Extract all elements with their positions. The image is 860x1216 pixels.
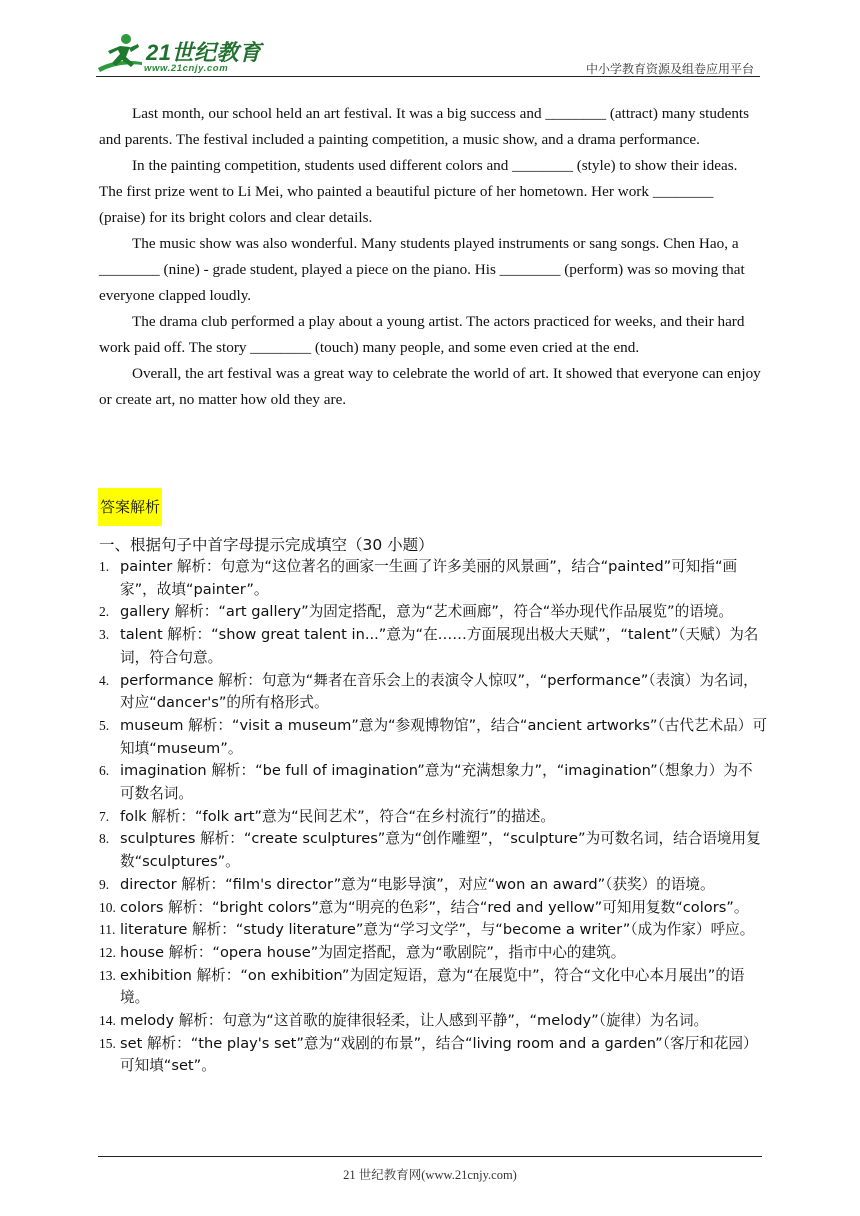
item-text: performance 解析：句意为“舞者在音乐会上的表演令人惊叹”，“performance”（表演）为名词，对应“dancer's”的所有格形式。 xyxy=(120,671,758,712)
item-number: 3. xyxy=(99,627,110,643)
page-header xyxy=(96,30,760,78)
answer-item xyxy=(99,942,767,965)
passage-paragraph: The drama club performed a play about a young artist. The actors practiced for weeks, and their hard work paid off. The story ________ (touch) many people, and some even cried at the end. xyxy=(99,313,745,356)
site-logo xyxy=(96,32,276,76)
item-number: 5. xyxy=(99,717,110,733)
item-number: 10. xyxy=(99,899,116,915)
answer-item xyxy=(99,828,767,873)
platform-name: 中小学教育资源及组卷应用平台 xyxy=(585,62,754,76)
item-number: 9. xyxy=(99,876,110,892)
runner-logo-icon xyxy=(96,32,148,76)
answer-item xyxy=(99,556,767,601)
passage-paragraph: The music show was also wonderful. Many students played instruments or sang songs. Chen Hao, a ________ (nine) - grade student, played a piece on the piano. His ________ (perform) was so moving that everyone clapped loudly. xyxy=(99,235,745,304)
answer-item xyxy=(99,965,767,1010)
answer-item xyxy=(99,624,767,669)
logo-title: 21世纪教育 xyxy=(146,40,262,65)
item-text: painter 解析：句意为“这位著名的画家一生画了许多美丽的风景画”，结合“painted”可知指“画家”，故填“painter”。 xyxy=(120,558,738,598)
item-number: 7. xyxy=(99,808,110,824)
answer-item xyxy=(99,919,767,942)
header-divider xyxy=(96,76,760,77)
item-number: 1. xyxy=(99,559,110,574)
item-text: museum 解析：“visit a museum”意为“参观博物馆”，结合“ancient artworks”（古代艺术品）可知填“museum”。 xyxy=(120,716,767,757)
item-text: sculptures 解析：“create sculptures”意为“创作雕塑”，“sculpture”为可数名词，结合语境用复数“sculptures”。 xyxy=(120,830,761,871)
footer-url: 21 世纪教育网(www.21cnjy.com) xyxy=(343,1168,517,1182)
item-text: melody 解析：句意为“这首歌的旋律很轻柔，让人感到平静”，“melody”（旋律）为名词。 xyxy=(120,1012,709,1030)
item-text: exhibition 解析：“on exhibition”为固定短语，意为“在展览中”，符合“文化中心本月展出”的语境。 xyxy=(120,966,745,1007)
passage-paragraph: Last month, our school held an art festival. It was a big success and ________ (attract) many students and parents. The festival included a painting competition, a music show, and a drama performance. xyxy=(99,105,750,148)
item-number: 6. xyxy=(99,763,110,779)
answer-item xyxy=(99,715,767,760)
item-text: folk 解析：“folk art”意为“民间艺术”，符合“在乡村流行”的描述。 xyxy=(120,807,555,825)
item-text: colors 解析：“bright colors”意为“明亮的色彩”，结合“red and yellow”可知用复数“colors”。 xyxy=(120,898,749,916)
item-number: 2. xyxy=(99,604,110,620)
answer-item xyxy=(99,806,767,829)
item-number: 15. xyxy=(99,1035,116,1051)
item-text: director 解析：“film's director”意为“电影导演”，对应“won an award”（获奖）的语境。 xyxy=(120,875,715,893)
item-number: 13. xyxy=(99,967,116,983)
passage-paragraph: In the painting competition, students used different colors and ________ (style) to show their ideas. The first prize went to Li Mei, who painted a beautiful picture of her hometown. Her work ________ (praise) for its bright colors and clear details. xyxy=(99,157,738,226)
item-text: house 解析：“opera house”为固定搭配，意为“歌剧院”，指市中心的建筑。 xyxy=(120,943,626,961)
item-number: 8. xyxy=(99,831,110,847)
reading-passage xyxy=(99,101,763,413)
answer-item xyxy=(99,1010,767,1033)
item-text: imagination 解析：“be full of imagination”意为“充满想象力”，“imagination”（想象力）为不可数名词。 xyxy=(120,762,753,803)
answer-list xyxy=(99,556,767,1078)
answer-item xyxy=(99,897,767,920)
item-text: gallery 解析：“art gallery”为固定搭配，意为“艺术画廊”，符合“举办现代作品展览”的语境。 xyxy=(120,603,733,621)
item-number: 4. xyxy=(99,672,110,688)
answer-item xyxy=(99,1033,767,1078)
logo-url: www.21cnjy.com xyxy=(144,63,229,74)
item-text: talent 解析：“show great talent in...”意为“在……方面展现出极大天赋”，“talent”（天赋）为名词，符合句意。 xyxy=(120,626,759,666)
answer-item xyxy=(99,670,767,715)
answer-item xyxy=(99,874,767,897)
passage-paragraph: Overall, the art festival was a great way to celebrate the world of art. It showed that everyone can enjoy or create art, no matter how old they are. xyxy=(99,365,761,408)
answer-item xyxy=(99,760,767,805)
item-number: 14. xyxy=(99,1013,116,1029)
section-heading: 一、根据句子中首字母提示完成填空（30 小题） xyxy=(99,536,434,554)
answer-section-title: 答案解析 xyxy=(98,488,162,526)
item-number: 12. xyxy=(99,944,116,960)
item-number: 11. xyxy=(99,922,116,938)
answer-item xyxy=(99,601,767,624)
item-text: set 解析：“the play's set”意为“戏剧的布景”，结合“living room and a garden”（客厅和花园）可知填“set”。 xyxy=(120,1034,758,1075)
item-text: literature 解析：“study literature”意为“学习文学”，与“become a writer”（成为作家）呼应。 xyxy=(120,921,755,939)
footer-divider xyxy=(98,1156,762,1157)
